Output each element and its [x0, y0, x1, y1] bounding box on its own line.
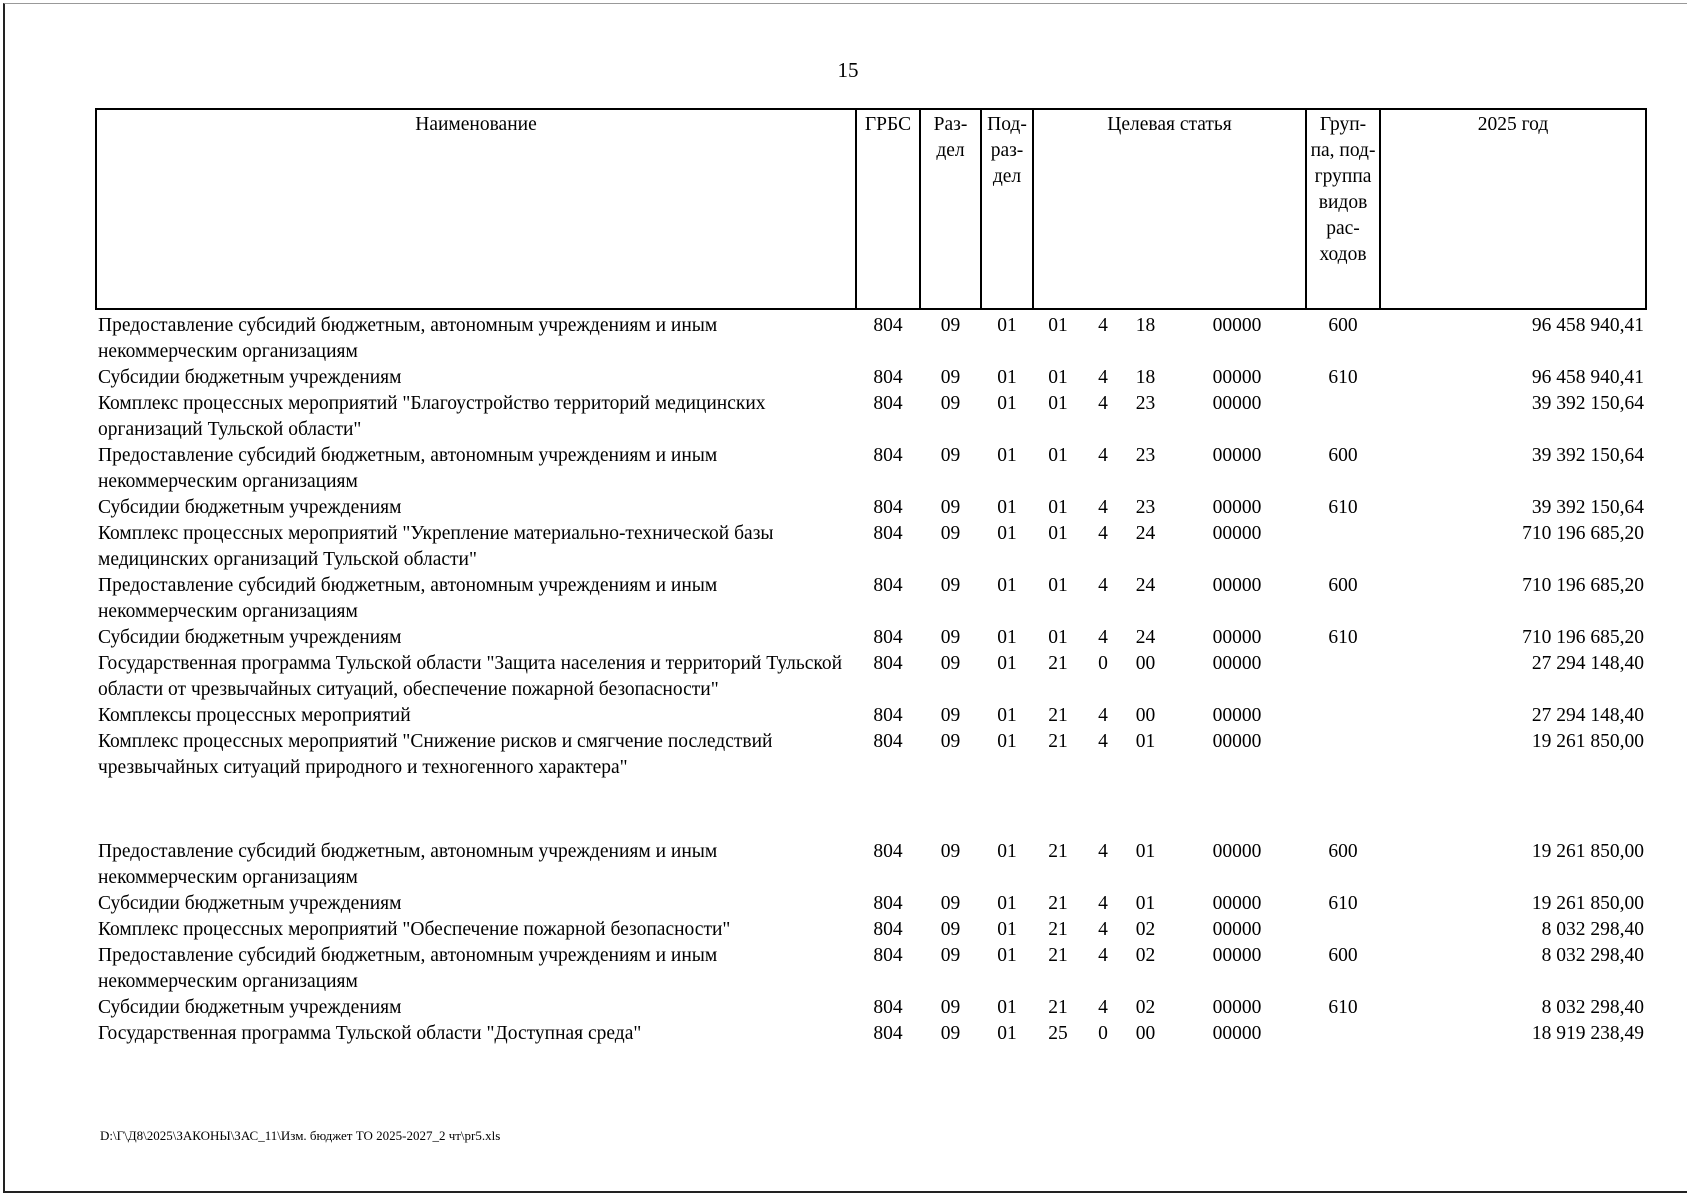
spacer-cell [96, 781, 1646, 839]
row-grbs: 804 [873, 575, 903, 596]
row-name: Государственная программа Тульской области "Доступная среда" [98, 1023, 642, 1044]
row-name: Предоставление субсидий бюджетным, автономным учреждениям и иным некоммерческим организациям [98, 315, 718, 362]
row-podrazdel: 01 [997, 653, 1017, 674]
row-target-program: 01 [1048, 315, 1068, 336]
row-expense-group: 600 [1328, 445, 1358, 466]
row-expense-group: 610 [1328, 893, 1358, 914]
table-row [96, 917, 1646, 943]
row-expense-group [1306, 729, 1380, 781]
row-podrazdel: 01 [997, 945, 1017, 966]
row-target-structure: 23 [1135, 393, 1156, 414]
row-podrazdel: 01 [997, 627, 1017, 648]
row-target-program: 01 [1048, 445, 1068, 466]
table-row [96, 365, 1646, 391]
row-target-direction: 00000 [1212, 367, 1262, 388]
row-target-type: 4 [1098, 919, 1108, 940]
row-name: Предоставление субсидий бюджетным, автономным учреждениям и иным некоммерческим организациям [98, 841, 718, 888]
row-target-direction: 00000 [1212, 997, 1262, 1018]
row-razdel: 09 [940, 315, 961, 336]
row-grbs: 804 [873, 653, 903, 674]
row-grbs: 804 [873, 731, 903, 752]
row-grbs: 804 [873, 627, 903, 648]
row-podrazdel: 01 [997, 523, 1017, 544]
row-target-direction: 00000 [1212, 393, 1262, 414]
row-podrazdel: 01 [997, 705, 1017, 726]
row-target-direction: 00000 [1212, 497, 1262, 518]
header-grbs: ГРБС [856, 109, 920, 309]
row-name: Предоставление субсидий бюджетным, автономным учреждениям и иным некоммерческим организациям [98, 575, 718, 622]
row-amount: 39 392 150,64 [1531, 497, 1645, 518]
row-target-type: 0 [1098, 653, 1108, 674]
table-row [96, 391, 1646, 443]
row-target-structure: 23 [1135, 497, 1156, 518]
row-target-structure: 18 [1135, 367, 1156, 388]
row-target-type: 4 [1098, 731, 1108, 752]
row-name: Субсидии бюджетным учреждениям [98, 497, 402, 518]
row-expense-group [1306, 703, 1380, 729]
row-podrazdel: 01 [997, 497, 1017, 518]
row-target-structure: 00 [1135, 705, 1156, 726]
row-name: Комплекс процессных мероприятий "Благоустройство территорий медицинских организаций Тульской области" [98, 393, 766, 440]
row-target-structure: 24 [1135, 523, 1156, 544]
row-expense-group: 600 [1328, 945, 1358, 966]
row-razdel: 09 [940, 997, 961, 1018]
row-amount: 96 458 940,41 [1531, 315, 1645, 336]
row-target-structure: 02 [1135, 945, 1156, 966]
row-grbs: 804 [873, 893, 903, 914]
budget-table [95, 108, 1647, 1047]
table-row [96, 839, 1646, 891]
row-target-structure: 01 [1135, 731, 1156, 752]
row-name: Государственная программа Тульской области "Защита населения и территорий Тульской области от чрезвычайных ситуаций, обеспечение пожарной безопасности" [98, 653, 843, 700]
row-target-type: 4 [1098, 893, 1108, 914]
row-target-structure: 01 [1135, 841, 1156, 862]
row-razdel: 09 [940, 497, 961, 518]
row-amount: 39 392 150,64 [1531, 393, 1645, 414]
row-podrazdel: 01 [997, 445, 1017, 466]
row-razdel: 09 [940, 705, 961, 726]
row-expense-group: 610 [1328, 627, 1358, 648]
row-target-structure: 23 [1135, 445, 1156, 466]
row-razdel: 09 [940, 919, 961, 940]
row-grbs: 804 [873, 445, 903, 466]
row-expense-group: 610 [1328, 997, 1358, 1018]
row-razdel: 09 [940, 523, 961, 544]
row-podrazdel: 01 [997, 841, 1017, 862]
row-amount: 710 196 685,20 [1522, 575, 1645, 596]
row-target-program: 21 [1048, 997, 1068, 1018]
row-target-type: 4 [1098, 367, 1108, 388]
row-expense-group [1306, 391, 1380, 443]
row-podrazdel: 01 [997, 997, 1017, 1018]
row-target-type: 0 [1098, 1023, 1108, 1044]
row-razdel: 09 [940, 1023, 961, 1044]
row-name: Комплекс процессных мероприятий "Укрепление материально-технической базы медицинских организаций Тульской области" [98, 523, 774, 570]
row-target-program: 25 [1048, 1023, 1068, 1044]
row-grbs: 804 [873, 705, 903, 726]
header-podrazdel: Под- раз- дел [981, 109, 1033, 309]
table-row [96, 309, 1646, 365]
row-expense-group: 610 [1328, 367, 1358, 388]
row-target-program: 01 [1048, 367, 1068, 388]
header-razdel: Раз- дел [920, 109, 981, 309]
row-podrazdel: 01 [997, 1023, 1017, 1044]
table-row [96, 995, 1646, 1021]
row-razdel: 09 [940, 893, 961, 914]
row-razdel: 09 [940, 841, 961, 862]
row-target-program: 21 [1048, 705, 1068, 726]
row-grbs: 804 [873, 523, 903, 544]
row-expense-group: 600 [1328, 841, 1358, 862]
row-target-direction: 00000 [1212, 445, 1262, 466]
row-target-program: 21 [1048, 841, 1068, 862]
table-row [96, 521, 1646, 573]
file-path: D:\Г\Д8\2025\ЗАКОНЫ\ЗАС_11\Изм. бюджет ТО 2025-2027_2 чт\pr5.xls [100, 1128, 501, 1143]
row-target-type: 4 [1098, 445, 1108, 466]
row-amount: 39 392 150,64 [1531, 445, 1645, 466]
row-target-type: 4 [1098, 315, 1108, 336]
row-name: Субсидии бюджетным учреждениям [98, 627, 402, 648]
row-grbs: 804 [873, 367, 903, 388]
table-row [96, 891, 1646, 917]
row-podrazdel: 01 [997, 575, 1017, 596]
row-target-type: 4 [1098, 997, 1108, 1018]
row-name: Субсидии бюджетным учреждениям [98, 367, 402, 388]
row-target-structure: 24 [1135, 627, 1156, 648]
row-razdel: 09 [940, 731, 961, 752]
row-amount: 96 458 940,41 [1531, 367, 1645, 388]
row-target-program: 01 [1048, 627, 1068, 648]
row-podrazdel: 01 [997, 367, 1017, 388]
row-podrazdel: 01 [997, 893, 1017, 914]
row-target-program: 21 [1048, 653, 1068, 674]
table-row [96, 729, 1646, 781]
row-amount: 8 032 298,40 [1541, 919, 1645, 940]
row-target-type: 4 [1098, 841, 1108, 862]
row-expense-group: 600 [1328, 315, 1358, 336]
table-row [96, 625, 1646, 651]
table-body [96, 309, 1646, 1047]
row-target-program: 21 [1048, 945, 1068, 966]
row-amount: 19 261 850,00 [1531, 731, 1645, 752]
row-amount: 27 294 148,40 [1531, 705, 1645, 726]
header-year: 2025 год [1380, 109, 1646, 309]
row-amount: 8 032 298,40 [1541, 945, 1645, 966]
row-target-program: 21 [1048, 893, 1068, 914]
row-target-structure: 00 [1135, 653, 1156, 674]
row-expense-group [1306, 651, 1380, 703]
row-target-structure: 02 [1135, 919, 1156, 940]
row-podrazdel: 01 [997, 393, 1017, 414]
row-expense-group: 610 [1328, 497, 1358, 518]
row-target-direction: 00000 [1212, 315, 1262, 336]
row-expense-group: 600 [1328, 575, 1358, 596]
row-grbs: 804 [873, 919, 903, 940]
row-amount: 19 261 850,00 [1531, 841, 1645, 862]
row-razdel: 09 [940, 367, 961, 388]
row-target-type: 4 [1098, 393, 1108, 414]
row-razdel: 09 [940, 653, 961, 674]
row-target-structure: 24 [1135, 575, 1156, 596]
row-amount: 710 196 685,20 [1522, 523, 1645, 544]
row-razdel: 09 [940, 627, 961, 648]
header-expense-group: Груп- па, под- группа видов рас- ходов [1306, 109, 1380, 309]
table-header-row [96, 109, 1646, 309]
row-target-program: 21 [1048, 731, 1068, 752]
table-row [96, 943, 1646, 995]
row-amount: 19 261 850,00 [1531, 893, 1645, 914]
row-amount: 18 919 238,49 [1531, 1023, 1645, 1044]
row-target-program: 01 [1048, 575, 1068, 596]
row-amount: 710 196 685,20 [1522, 627, 1645, 648]
row-name: Комплекс процессных мероприятий "Снижение рисков и смягчение последствий чрезвычайных ситуаций природного и техногенного характера" [98, 731, 773, 778]
row-razdel: 09 [940, 393, 961, 414]
row-target-structure: 01 [1135, 893, 1156, 914]
row-target-direction: 00000 [1212, 575, 1262, 596]
row-name: Субсидии бюджетным учреждениям [98, 893, 402, 914]
row-target-program: 01 [1048, 393, 1068, 414]
row-spacer [96, 781, 1646, 839]
table-row [96, 651, 1646, 703]
row-target-direction: 00000 [1212, 1023, 1262, 1044]
row-expense-group [1306, 917, 1380, 943]
row-name: Предоставление субсидий бюджетным, автономным учреждениям и иным некоммерческим организациям [98, 445, 718, 492]
row-expense-group [1306, 521, 1380, 573]
row-grbs: 804 [873, 315, 903, 336]
row-amount: 27 294 148,40 [1531, 653, 1645, 674]
table-row [96, 443, 1646, 495]
row-grbs: 804 [873, 945, 903, 966]
row-target-direction: 00000 [1212, 945, 1262, 966]
row-target-type: 4 [1098, 575, 1108, 596]
row-name: Предоставление субсидий бюджетным, автономным учреждениям и иным некоммерческим организациям [98, 945, 718, 992]
row-grbs: 804 [873, 1023, 903, 1044]
row-target-direction: 00000 [1212, 919, 1262, 940]
row-razdel: 09 [940, 945, 961, 966]
table-row [96, 1021, 1646, 1047]
header-target-article: Целевая статья [1033, 109, 1306, 309]
table-row [96, 495, 1646, 521]
row-podrazdel: 01 [997, 731, 1017, 752]
row-target-program: 01 [1048, 497, 1068, 518]
row-target-type: 4 [1098, 945, 1108, 966]
table-row [96, 573, 1646, 625]
row-target-structure: 00 [1135, 1023, 1156, 1044]
row-grbs: 804 [873, 841, 903, 862]
row-podrazdel: 01 [997, 919, 1017, 940]
row-name: Комплекс процессных мероприятий "Обеспечение пожарной безопасности" [98, 919, 731, 940]
table-row [96, 703, 1646, 729]
header-name: Наименование [96, 109, 856, 309]
row-grbs: 804 [873, 393, 903, 414]
row-amount: 8 032 298,40 [1541, 997, 1645, 1018]
row-target-structure: 18 [1135, 315, 1156, 336]
row-target-direction: 00000 [1212, 841, 1262, 862]
row-target-type: 4 [1098, 705, 1108, 726]
row-target-direction: 00000 [1212, 653, 1262, 674]
row-target-program: 21 [1048, 919, 1068, 940]
row-grbs: 804 [873, 997, 903, 1018]
row-target-direction: 00000 [1212, 627, 1262, 648]
row-grbs: 804 [873, 497, 903, 518]
row-razdel: 09 [940, 445, 961, 466]
row-target-direction: 00000 [1212, 893, 1262, 914]
row-target-direction: 00000 [1212, 523, 1262, 544]
row-target-structure: 02 [1135, 997, 1156, 1018]
row-name: Комплексы процессных мероприятий [98, 705, 411, 726]
page-number: 15 [837, 58, 859, 82]
row-target-type: 4 [1098, 523, 1108, 544]
row-target-type: 4 [1098, 627, 1108, 648]
row-expense-group [1306, 1021, 1380, 1047]
row-name: Субсидии бюджетным учреждениям [98, 997, 402, 1018]
row-razdel: 09 [940, 575, 961, 596]
row-target-direction: 00000 [1212, 731, 1262, 752]
row-podrazdel: 01 [997, 315, 1017, 336]
row-target-program: 01 [1048, 523, 1068, 544]
row-target-type: 4 [1098, 497, 1108, 518]
row-target-direction: 00000 [1212, 705, 1262, 726]
